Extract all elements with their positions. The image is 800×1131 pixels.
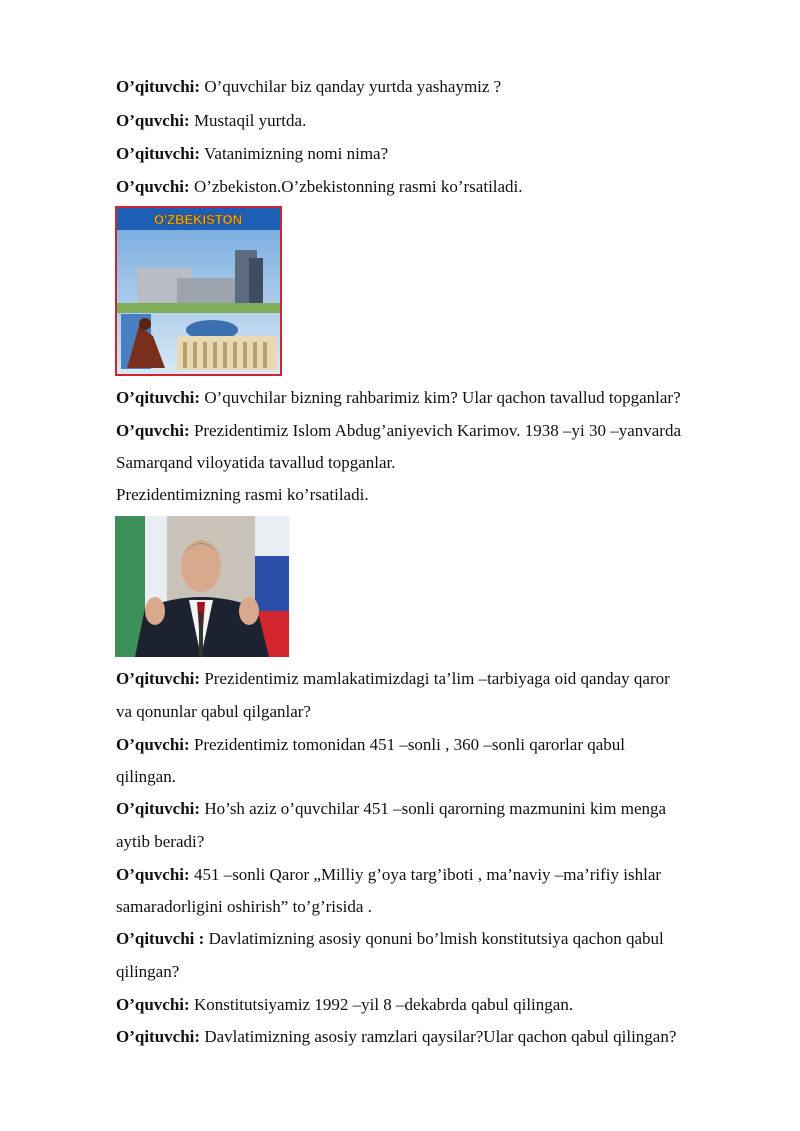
dialogue-line: [116, 734, 625, 756]
speaker-label: O’qituvchi:: [116, 669, 201, 688]
line-text: qilingan.: [116, 767, 176, 786]
dialogue-line: [116, 831, 204, 853]
dialogue-line: [116, 994, 573, 1016]
dialogue-line: [116, 110, 306, 132]
speaker-label: O’quvchi:: [116, 735, 190, 754]
speaker-label: O’quvchi:: [116, 865, 190, 884]
dialogue-line: [116, 452, 395, 474]
dialogue-line: [116, 420, 681, 442]
speaker-label: O’quvchi:: [116, 177, 190, 196]
speaker-label: O’quvchi:: [116, 111, 190, 130]
dialogue-line: [116, 387, 681, 409]
dialogue-line: [116, 864, 661, 886]
speaker-label: O’qituvchi:: [116, 388, 201, 407]
speaker-label: O’qituvchi:: [116, 144, 201, 163]
line-text: Mustaqil yurtda.: [189, 111, 307, 130]
dialogue-line: [116, 1026, 676, 1048]
poster-banner-text: O'ZBEKISTON: [153, 212, 243, 227]
line-text: va qonunlar qabul qilganlar?: [116, 702, 311, 721]
line-text: Konstitutsiyamiz 1992 –yil 8 –dekabrda qabul qilingan.: [189, 995, 574, 1014]
uzbekistan-poster-image: [115, 206, 282, 376]
speaker-label: O’qituvchi:: [116, 799, 201, 818]
line-text: O’quvchilar biz qanday yurtda yashaymiz ?: [200, 77, 502, 96]
line-text: Prezidentimizning rasmi ko’rsatiladi.: [116, 485, 369, 504]
dialogue-line: [116, 766, 176, 788]
line-text: Ho’sh aziz o’quvchilar 451 –sonli qarorning mazmunini kim menga: [200, 799, 667, 818]
speaker-label: O’quvchi:: [116, 421, 190, 440]
dialogue-line: [116, 896, 372, 918]
dialogue-line: [116, 176, 523, 198]
dialogue-line: [116, 798, 666, 820]
dialogue-line: [116, 928, 664, 950]
line-text: Prezidentimiz tomonidan 451 –sonli , 360 –sonli qarorlar qabul: [189, 735, 626, 754]
dialogue-line: [116, 76, 501, 98]
line-text: Vatanimizning nomi nima?: [200, 144, 389, 163]
dialogue-line: [116, 701, 311, 723]
speaker-label: O’quvchi:: [116, 995, 190, 1014]
line-text: samaradorligini oshirish” to’g’risida .: [116, 897, 372, 916]
dialogue-line: [116, 961, 179, 983]
line-text: O’quvchilar bizning rahbarimiz kim? Ular qachon tavallud topganlar?: [200, 388, 681, 407]
line-text: Davlatimizning asosiy ramzlari qaysilar?Ular qachon qabul qilingan?: [200, 1027, 677, 1046]
speaker-label: O’qituvchi:: [116, 77, 201, 96]
line-text: 451 –sonli Qaror „Milliy g’oya targ’iboti , ma’naviy –ma’rifiy ishlar: [189, 865, 662, 884]
line-text: Prezidentimiz mamlakatimizdagi ta’lim –tarbiyaga oid qanday qaror: [200, 669, 670, 688]
president-photo: [115, 516, 289, 657]
line-text: aytib beradi?: [116, 832, 205, 851]
line-text: O’zbekiston.O’zbekistonning rasmi ko’rsatiladi.: [189, 177, 523, 196]
line-text: Prezidentimiz Islom Abdug’aniyevich Karimov. 1938 –yi 30 –yanvarda: [189, 421, 682, 440]
line-text: qilingan?: [116, 962, 180, 981]
dialogue-line: [116, 484, 369, 506]
speaker-label: O’qituvchi:: [116, 1027, 201, 1046]
dialogue-line: [116, 143, 388, 165]
speaker-label: O’qituvchi :: [116, 929, 205, 948]
line-text: Samarqand viloyatida tavallud topganlar.: [116, 453, 396, 472]
dialogue-line: [116, 668, 670, 690]
line-text: Davlatimizning asosiy qonuni bo’lmish konstitutsiya qachon qabul: [204, 929, 664, 948]
